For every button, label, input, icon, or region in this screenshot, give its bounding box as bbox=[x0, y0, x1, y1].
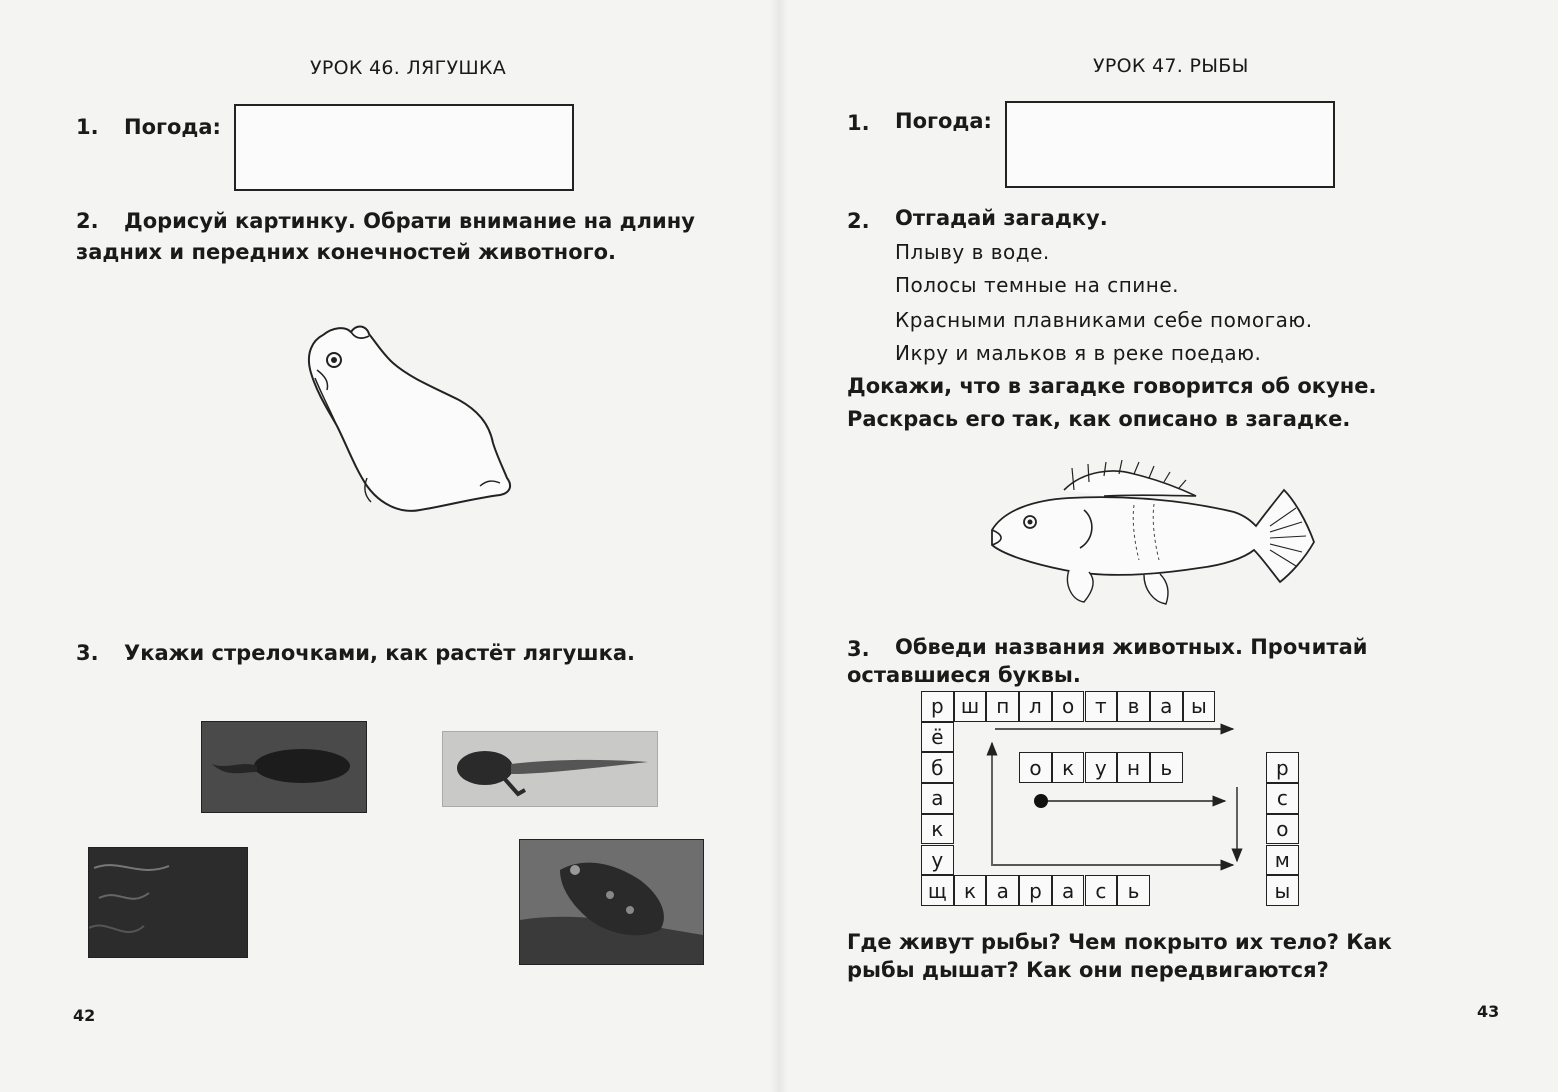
grid-cell[interactable]: ь bbox=[1150, 752, 1183, 783]
adult-frog-photo[interactable] bbox=[519, 839, 704, 965]
grid-cell[interactable]: ь bbox=[1117, 875, 1150, 906]
grid-cell[interactable]: о bbox=[1052, 691, 1085, 722]
grid-cell[interactable]: б bbox=[921, 752, 954, 783]
task-3-line-2: оставшиеся буквы. bbox=[847, 663, 1081, 687]
grid-cell[interactable]: о bbox=[1266, 814, 1299, 845]
word-grid bbox=[921, 691, 1351, 913]
task-3-text: Укажи стрелочками, как растёт лягушка. bbox=[124, 641, 636, 665]
tadpole-with-legs-photo[interactable] bbox=[442, 731, 658, 807]
riddle-heading: Отгадай загадку. bbox=[895, 206, 1108, 230]
grid-cell[interactable]: п bbox=[986, 691, 1019, 722]
grid-cell[interactable]: в bbox=[1117, 691, 1150, 722]
task-1-number: 1. bbox=[76, 115, 99, 139]
questions-line-1: Где живут рыбы? Чем покрыто их тело? Как bbox=[847, 930, 1392, 954]
grid-cell[interactable]: р bbox=[1019, 875, 1052, 906]
task-2-number: 2. bbox=[76, 209, 99, 233]
riddle-line-2: Полосы темные на спине. bbox=[895, 273, 1180, 297]
grid-cell[interactable]: о bbox=[1019, 752, 1052, 783]
task-3-number: 3. bbox=[76, 641, 99, 665]
grid-cell[interactable]: ш bbox=[954, 691, 987, 722]
instruction-line-2: Раскрась его так, как описано в загадке. bbox=[847, 407, 1351, 431]
grid-cell[interactable]: у bbox=[1085, 752, 1118, 783]
frog-eggs-photo[interactable] bbox=[88, 847, 248, 958]
task-3-number: 3. bbox=[847, 637, 870, 661]
lesson-46-title: УРОК 46. ЛЯГУШКА bbox=[310, 57, 507, 79]
right-page bbox=[779, 0, 1558, 1092]
weather-box[interactable] bbox=[1005, 101, 1335, 188]
weather-label: Погода: bbox=[124, 115, 221, 139]
grid-cell[interactable]: с bbox=[1085, 875, 1118, 906]
riddle-line-4: Икру и мальков я в реке поедаю. bbox=[895, 341, 1262, 365]
grid-cell[interactable]: р bbox=[921, 691, 954, 722]
grid-cell[interactable]: с bbox=[1266, 783, 1299, 814]
weather-label: Погода: bbox=[895, 109, 992, 133]
grid-cell[interactable]: к bbox=[1052, 752, 1085, 783]
grid-cell[interactable]: щ bbox=[921, 875, 954, 906]
task-2-line-1: Дорисуй картинку. Обрати внимание на длину bbox=[124, 209, 695, 233]
grid-cell[interactable]: н bbox=[1117, 752, 1150, 783]
grid-cell[interactable]: а bbox=[986, 875, 1019, 906]
reading-path-arrows bbox=[921, 691, 1351, 913]
grid-cell[interactable]: к bbox=[954, 875, 987, 906]
tadpole-photo[interactable] bbox=[201, 721, 367, 813]
instruction-line-1: Докажи, что в загадке говорится об окуне. bbox=[847, 374, 1377, 398]
riddle-line-3: Красными плавниками себе помогаю. bbox=[895, 308, 1313, 332]
grid-cell[interactable]: ё bbox=[921, 722, 954, 753]
grid-cell[interactable]: а bbox=[921, 783, 954, 814]
grid-cell[interactable]: к bbox=[921, 814, 954, 845]
page-number-left: 42 bbox=[73, 1006, 96, 1025]
grid-cell[interactable]: м bbox=[1266, 845, 1299, 876]
grid-cell[interactable]: т bbox=[1085, 691, 1118, 722]
task-3-line-1: Обведи названия животных. Прочитай bbox=[895, 635, 1368, 659]
task-1-number: 1. bbox=[847, 111, 870, 135]
page-number-right: 43 bbox=[1477, 1002, 1500, 1021]
grid-cell[interactable]: ы bbox=[1183, 691, 1216, 722]
perch-fish-drawing[interactable] bbox=[984, 460, 1324, 610]
questions-line-2: рыбы дышат? Как они передвигаются? bbox=[847, 958, 1329, 982]
grid-cell[interactable]: у bbox=[921, 845, 954, 876]
grid-cell[interactable]: а bbox=[1150, 691, 1183, 722]
frog-outline-drawing[interactable] bbox=[295, 318, 520, 523]
grid-cell[interactable]: а bbox=[1052, 875, 1085, 906]
task-2-number: 2. bbox=[847, 209, 870, 233]
grid-cell[interactable]: р bbox=[1266, 752, 1299, 783]
weather-box[interactable] bbox=[234, 104, 574, 191]
lesson-47-title: УРОК 47. РЫБЫ bbox=[1093, 55, 1249, 77]
task-2-line-2: задних и передних конечностей животного. bbox=[76, 240, 616, 264]
grid-cell[interactable]: ы bbox=[1266, 875, 1299, 906]
riddle-line-1: Плыву в воде. bbox=[895, 240, 1050, 264]
grid-cell[interactable]: л bbox=[1019, 691, 1052, 722]
